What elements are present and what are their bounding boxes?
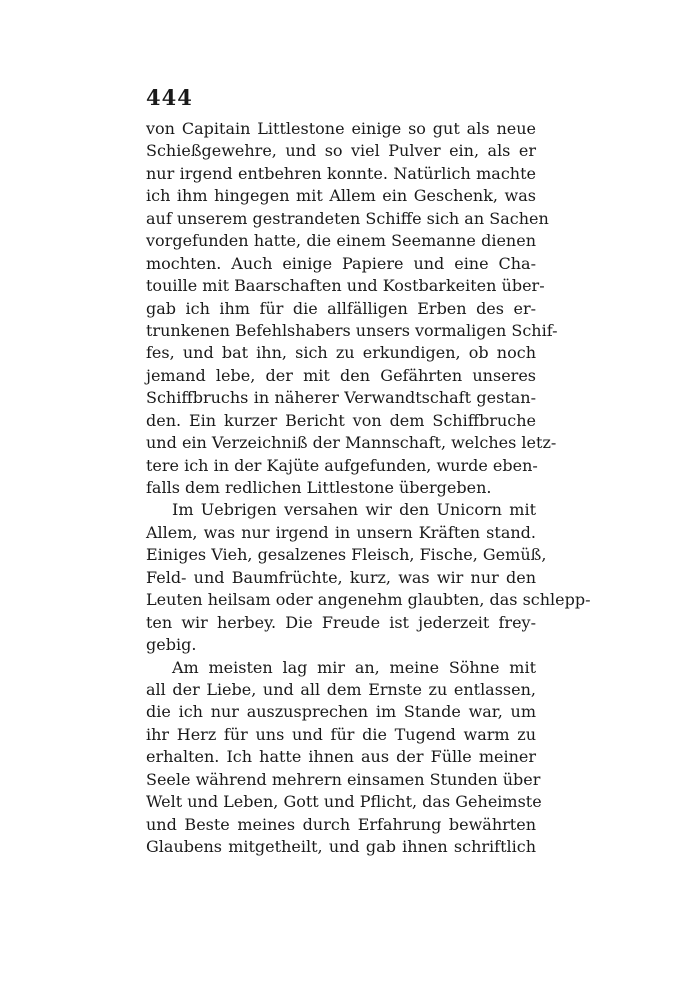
text-line: Allem, was nur irgend in unsern Kräften stand. bbox=[146, 522, 536, 542]
text-line: vorgefunden hatte, die einem Seemanne dienen bbox=[146, 231, 536, 251]
text-line: Einiges Vieh, gesalzenes Fleisch, Fische, Gemüß, bbox=[146, 545, 547, 565]
text-line: Welt und Leben, Gott und Pflicht, das Geheimste bbox=[146, 792, 542, 812]
text-line: ten wir herbey. Die Freude ist jederzeit frey- bbox=[146, 612, 536, 632]
text-line: den. Ein kurzer Bericht von dem Schiffbruche bbox=[146, 410, 536, 430]
text-line: Glaubens mitgetheilt, und gab ihnen schriftlich bbox=[146, 837, 536, 856]
text-line: auf unserem gestrandeten Schiffe sich an Sachen bbox=[146, 208, 549, 228]
text-line: ihr Herz für uns und für die Tugend warm zu bbox=[146, 724, 536, 744]
text-line: Im Uebrigen versahen wir den Unicorn mit bbox=[172, 500, 536, 520]
text-line: jemand lebe, der mit den Gefährten unseres bbox=[146, 365, 536, 385]
text-line: touille mit Baarschaften und Kostbarkeiten über- bbox=[146, 276, 545, 296]
text-line: Schießgewehre, und so viel Pulver ein, als er bbox=[146, 141, 536, 161]
text-line: die ich nur auszusprechen im Stande war, um bbox=[146, 702, 536, 722]
text-line: und Beste meines durch Erfahrung bewährten bbox=[146, 814, 536, 834]
text-line: und ein Verzeichniß der Mannschaft, welches letz- bbox=[146, 433, 557, 453]
text-line: Seele während mehrern einsamen Stunden über bbox=[146, 769, 541, 789]
text-line: ich ihm hingegen mit Allem ein Geschenk, was bbox=[146, 186, 536, 206]
text-line: von Capitain Littlestone einige so gut als neue bbox=[146, 119, 536, 138]
text-line: falls dem redlichen Littlestone übergeben. bbox=[146, 478, 492, 497]
text-line: Schiffbruchs in näherer Verwandtschaft gestan- bbox=[146, 388, 536, 408]
text-line: nur irgend entbehren konnte. Natürlich machte bbox=[146, 163, 536, 183]
text-line: all der Liebe, und all dem Ernste zu entlassen, bbox=[146, 679, 536, 699]
text-line: erhalten. Ich hatte ihnen aus der Fülle meiner bbox=[146, 747, 536, 767]
text-line: mochten. Auch einige Papiere und eine Cha- bbox=[146, 253, 536, 273]
body-text bbox=[146, 118, 591, 858]
text-line: Leuten heilsam oder angenehm glaubten, das schlepp- bbox=[146, 590, 591, 610]
text-line: Feld- und Baumfrüchte, kurz, was wir nur den bbox=[146, 567, 536, 587]
text-line: Am meisten lag mir an, meine Söhne mit bbox=[172, 657, 536, 677]
text-line: trunkenen Befehlshabers unsers vormaligen Schif- bbox=[146, 320, 558, 340]
text-line: gebig. bbox=[146, 635, 197, 655]
text-line: fes, und bat ihn, sich zu erkundigen, ob noch bbox=[146, 343, 536, 363]
page-number: 444 bbox=[146, 85, 193, 110]
text-line: gab ich ihm für die allfälligen Erben des er- bbox=[146, 298, 536, 318]
text-line: tere ich in der Kajüte aufgefunden, wurde eben- bbox=[146, 455, 538, 475]
